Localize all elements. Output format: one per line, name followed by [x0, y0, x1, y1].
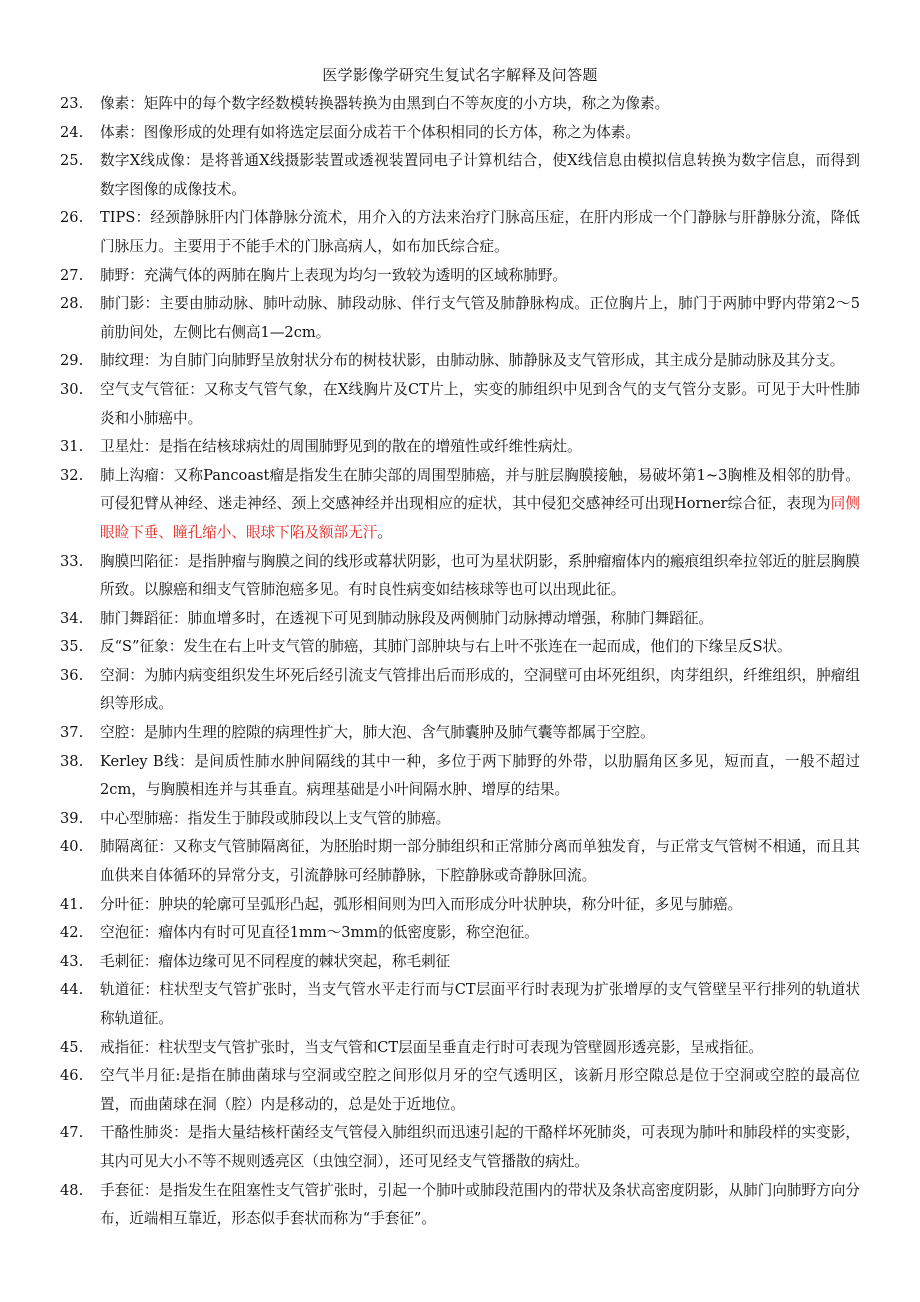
entry-number: 25.: [60, 152, 84, 170]
entry-number: 47.: [60, 1124, 84, 1142]
entry-number: 27.: [60, 266, 84, 284]
entry-text: 中心型肺癌：指发生于肺段或肺段以上支气管的肺癌。: [100, 809, 451, 827]
entry-number: 28.: [60, 295, 84, 313]
entry-number: 31.: [60, 438, 84, 456]
list-item: [60, 662, 860, 719]
entry-text: 肺门舞蹈征：肺血增多时，在透视下可见到肺动脉段及两侧肺门动脉搏动增强，称肺门舞蹈征。: [100, 609, 713, 627]
entry-number: 33.: [60, 552, 84, 570]
list-item: [60, 833, 860, 890]
entry-text: 胸膜凹陷征：是指肿瘤与胸膜之间的线形或幕状阴影，也可为星状阴影，系肿瘤瘤体内的瘢痕组织牵拉邻近的脏层胸膜所致。以腺癌和细支气管肺泡癌多见。有时良性病变如结核球等也可以出现此征。: [100, 552, 860, 599]
entry-number: 34.: [60, 609, 84, 627]
list-item: [60, 347, 860, 376]
entry-text-mixed: [100, 462, 860, 548]
entry-text: 戒指征：柱状型支气管扩张时，当支气管和CT层面呈垂直走行时可表现为管壁圆形透亮影，呈戒指征。: [100, 1038, 764, 1056]
list-item: [60, 976, 860, 1033]
list-item: [60, 948, 860, 977]
entry-text: 毛刺征：瘤体边缘可见不同程度的棘状突起，称毛刺征: [100, 952, 451, 970]
entry-number: 45.: [60, 1038, 84, 1056]
entry-number: 44.: [60, 981, 84, 999]
entry-number: 37.: [60, 724, 84, 742]
list-item: [60, 90, 860, 119]
list-item: [60, 1119, 860, 1176]
list-item: [60, 376, 860, 433]
entry-number: 38.: [60, 752, 84, 770]
entry-text: 肺隔离征：又称支气管肺隔离征，为胚胎时期一部分肺组织和正常肺分离而单独发育，与正常支气管树不相通，而且其血供来自体循环的异常分支，引流静脉可经肺静脉，下腔静脉或奇静脉回流。: [100, 838, 860, 885]
entry-number: 42.: [60, 924, 84, 942]
entry-number: 23.: [60, 95, 84, 112]
entry-text: 空洞：为肺内病变组织发生坏死后经引流支气管排出后而形成的，空洞壁可由坏死组织，肉芽组织，纤维组织，肿瘤组织等形成。: [100, 666, 860, 713]
entry-number: 48.: [60, 1181, 84, 1199]
entry-text: 肺上沟瘤：又称Pancoast瘤是指发生在肺尖部的周围型肺癌，并与脏层胸膜接触，易破坏第1~3胸椎及相邻的肋骨。可侵犯臂从神经、迷走神经、颈上交感神经并出现相应的症状，其中侵犯交感神经可出现Horner综合征，表现为: [100, 466, 860, 513]
entry-number: 32.: [60, 466, 84, 484]
entry-number: 41.: [60, 895, 84, 913]
entry-text: 卫星灶：是指在结核球病灶的周围肺野见到的散在的增殖性或纤维性病灶。: [100, 438, 582, 456]
list-item: [60, 719, 860, 748]
entry-text: 数字X线成像：是将普通X线摄影装置或透视装置同电子计算机结合，使X线信息由模拟信息转换为数字信息，而得到数字图像的成像技术。: [100, 152, 860, 198]
list-item: [60, 919, 860, 948]
list-item: [60, 891, 860, 920]
entry-text-tail: 。: [377, 523, 392, 541]
entry-text: 空气支气管征：又称支气管气象，在X线胸片及CT片上，实变的肺组织中见到含气的支气管分支影。可见于大叶性肺炎和小肺癌中。: [100, 380, 860, 427]
entry-list: [60, 90, 860, 1234]
entry-text: 手套征：是指发生在阻塞性支气管扩张时，引起一个肺叶或肺段范围内的带状及条状高密度阴影，从肺门向肺野方向分布，近端相互靠近，形态似手套状而称为“手套征”。: [100, 1181, 860, 1228]
entry-text: Kerley B线：是间质性肺水肿间隔线的其中一种，多位于两下肺野的外带，以肋膈角区多见，短而直，一般不超过2cm，与胸膜相连并与其垂直。病理基础是小叶间隔水肿、增厚的结果。: [100, 752, 860, 799]
entry-number: 24.: [60, 123, 84, 141]
list-item: [60, 462, 860, 548]
document-title: 医学影像学研究生复试名字解释及问答题: [322, 66, 598, 84]
highlighted-text: 同侧眼睑下垂、瞳孔缩小、眼球下陷及额部无汗: [100, 495, 860, 541]
list-item: [60, 633, 860, 662]
entry-text: TIPS：经颈静脉肝内门体静脉分流术，用介入的方法来治疗门脉高压症，在肝内形成一个门静脉与肝静脉分流，降低门脉压力。主要用于不能手术的门脉高病人，如布加氏综合症。: [100, 209, 860, 255]
list-item: [60, 1062, 860, 1119]
list-item: [60, 147, 860, 204]
entry-text: 空腔：是肺内生理的腔隙的病理性扩大，肺大泡、含气肺囊肿及肺气囊等都属于空腔。: [100, 724, 655, 742]
list-item: [60, 548, 860, 605]
entry-number: 30.: [60, 380, 84, 398]
list-item: [60, 119, 860, 148]
entry-text: 肺野：充满气体的两肺在胸片上表现为均匀一致较为透明的区域称肺野。: [100, 266, 568, 284]
entry-text: 空泡征：瘤体内有时可见直径1mm～3mm的低密度影，称空泡征。: [100, 924, 539, 942]
list-item: [60, 433, 860, 462]
entry-text: 体素：图像形成的处理有如将选定层面分成若干个体积相同的长方体，称之为体素。: [100, 123, 640, 141]
entry-text: 像素：矩阵中的每个数字经数模转换器转换为由黑到白不等灰度的小方块，称之为像素。: [100, 95, 670, 112]
entry-text: 干酪性肺炎：是指大量结核杆菌经支气管侵入肺组织而迅速引起的干酪样坏死肺炎，可表现为肺叶和肺段样的实变影，其内可见大小不等不规则透亮区（虫蚀空洞），还可见经支气管播散的病灶。: [100, 1124, 860, 1170]
entry-number: 36.: [60, 666, 84, 684]
list-item: [60, 204, 860, 261]
entry-text: 肺门影：主要由肺动脉、肺叶动脉、肺段动脉、伴行支气管及肺静脉构成。正位胸片上，肺门于两肺中野内带第2～5前肋间处，左侧比右侧高1—2cm。: [100, 295, 860, 341]
list-item: [60, 748, 860, 805]
list-item: [60, 1034, 860, 1063]
entry-number: 29.: [60, 352, 84, 370]
entry-number: 35.: [60, 638, 84, 656]
entry-text: 分叶征：肿块的轮廓可呈弧形凸起，弧形相间则为凹入而形成分叶状肿块，称分叶征，多见与肺癌。: [100, 895, 743, 913]
entry-text: 轨道征：柱状型支气管扩张时，当支气管水平走行而与CT层面平行时表现为扩张增厚的支气管壁呈平行排列的轨道状称轨道征。: [100, 981, 860, 1027]
list-item: [60, 262, 860, 291]
entry-number: 39.: [60, 809, 84, 827]
entry-number: 40.: [60, 838, 84, 856]
entry-text: 空气半月征:是指在肺曲菌球与空洞或空腔之间形似月牙的空气透明区，该新月形空隙总是位于空洞或空腔的最高位置，而曲菌球在洞（腔）内是移动的，总是处于近地位。: [100, 1067, 860, 1113]
entry-text: 肺纹理：为自肺门向肺野呈放射状分布的树枝状影，由肺动脉、肺静脉及支气管形成，其主成分是肺动脉及其分支。: [100, 352, 845, 370]
entry-number: 46.: [60, 1067, 84, 1085]
list-item: [60, 290, 860, 347]
list-item: [60, 1177, 860, 1234]
entry-text: 反“S”征象：发生在右上叶支气管的肺癌，其肺门部肿块与右上叶不张连在一起而成，他们的下缘呈反S状。: [100, 638, 792, 656]
list-item: [60, 605, 860, 634]
entry-number: 43.: [60, 952, 84, 970]
list-item: [60, 805, 860, 834]
entry-number: 26.: [60, 209, 84, 227]
